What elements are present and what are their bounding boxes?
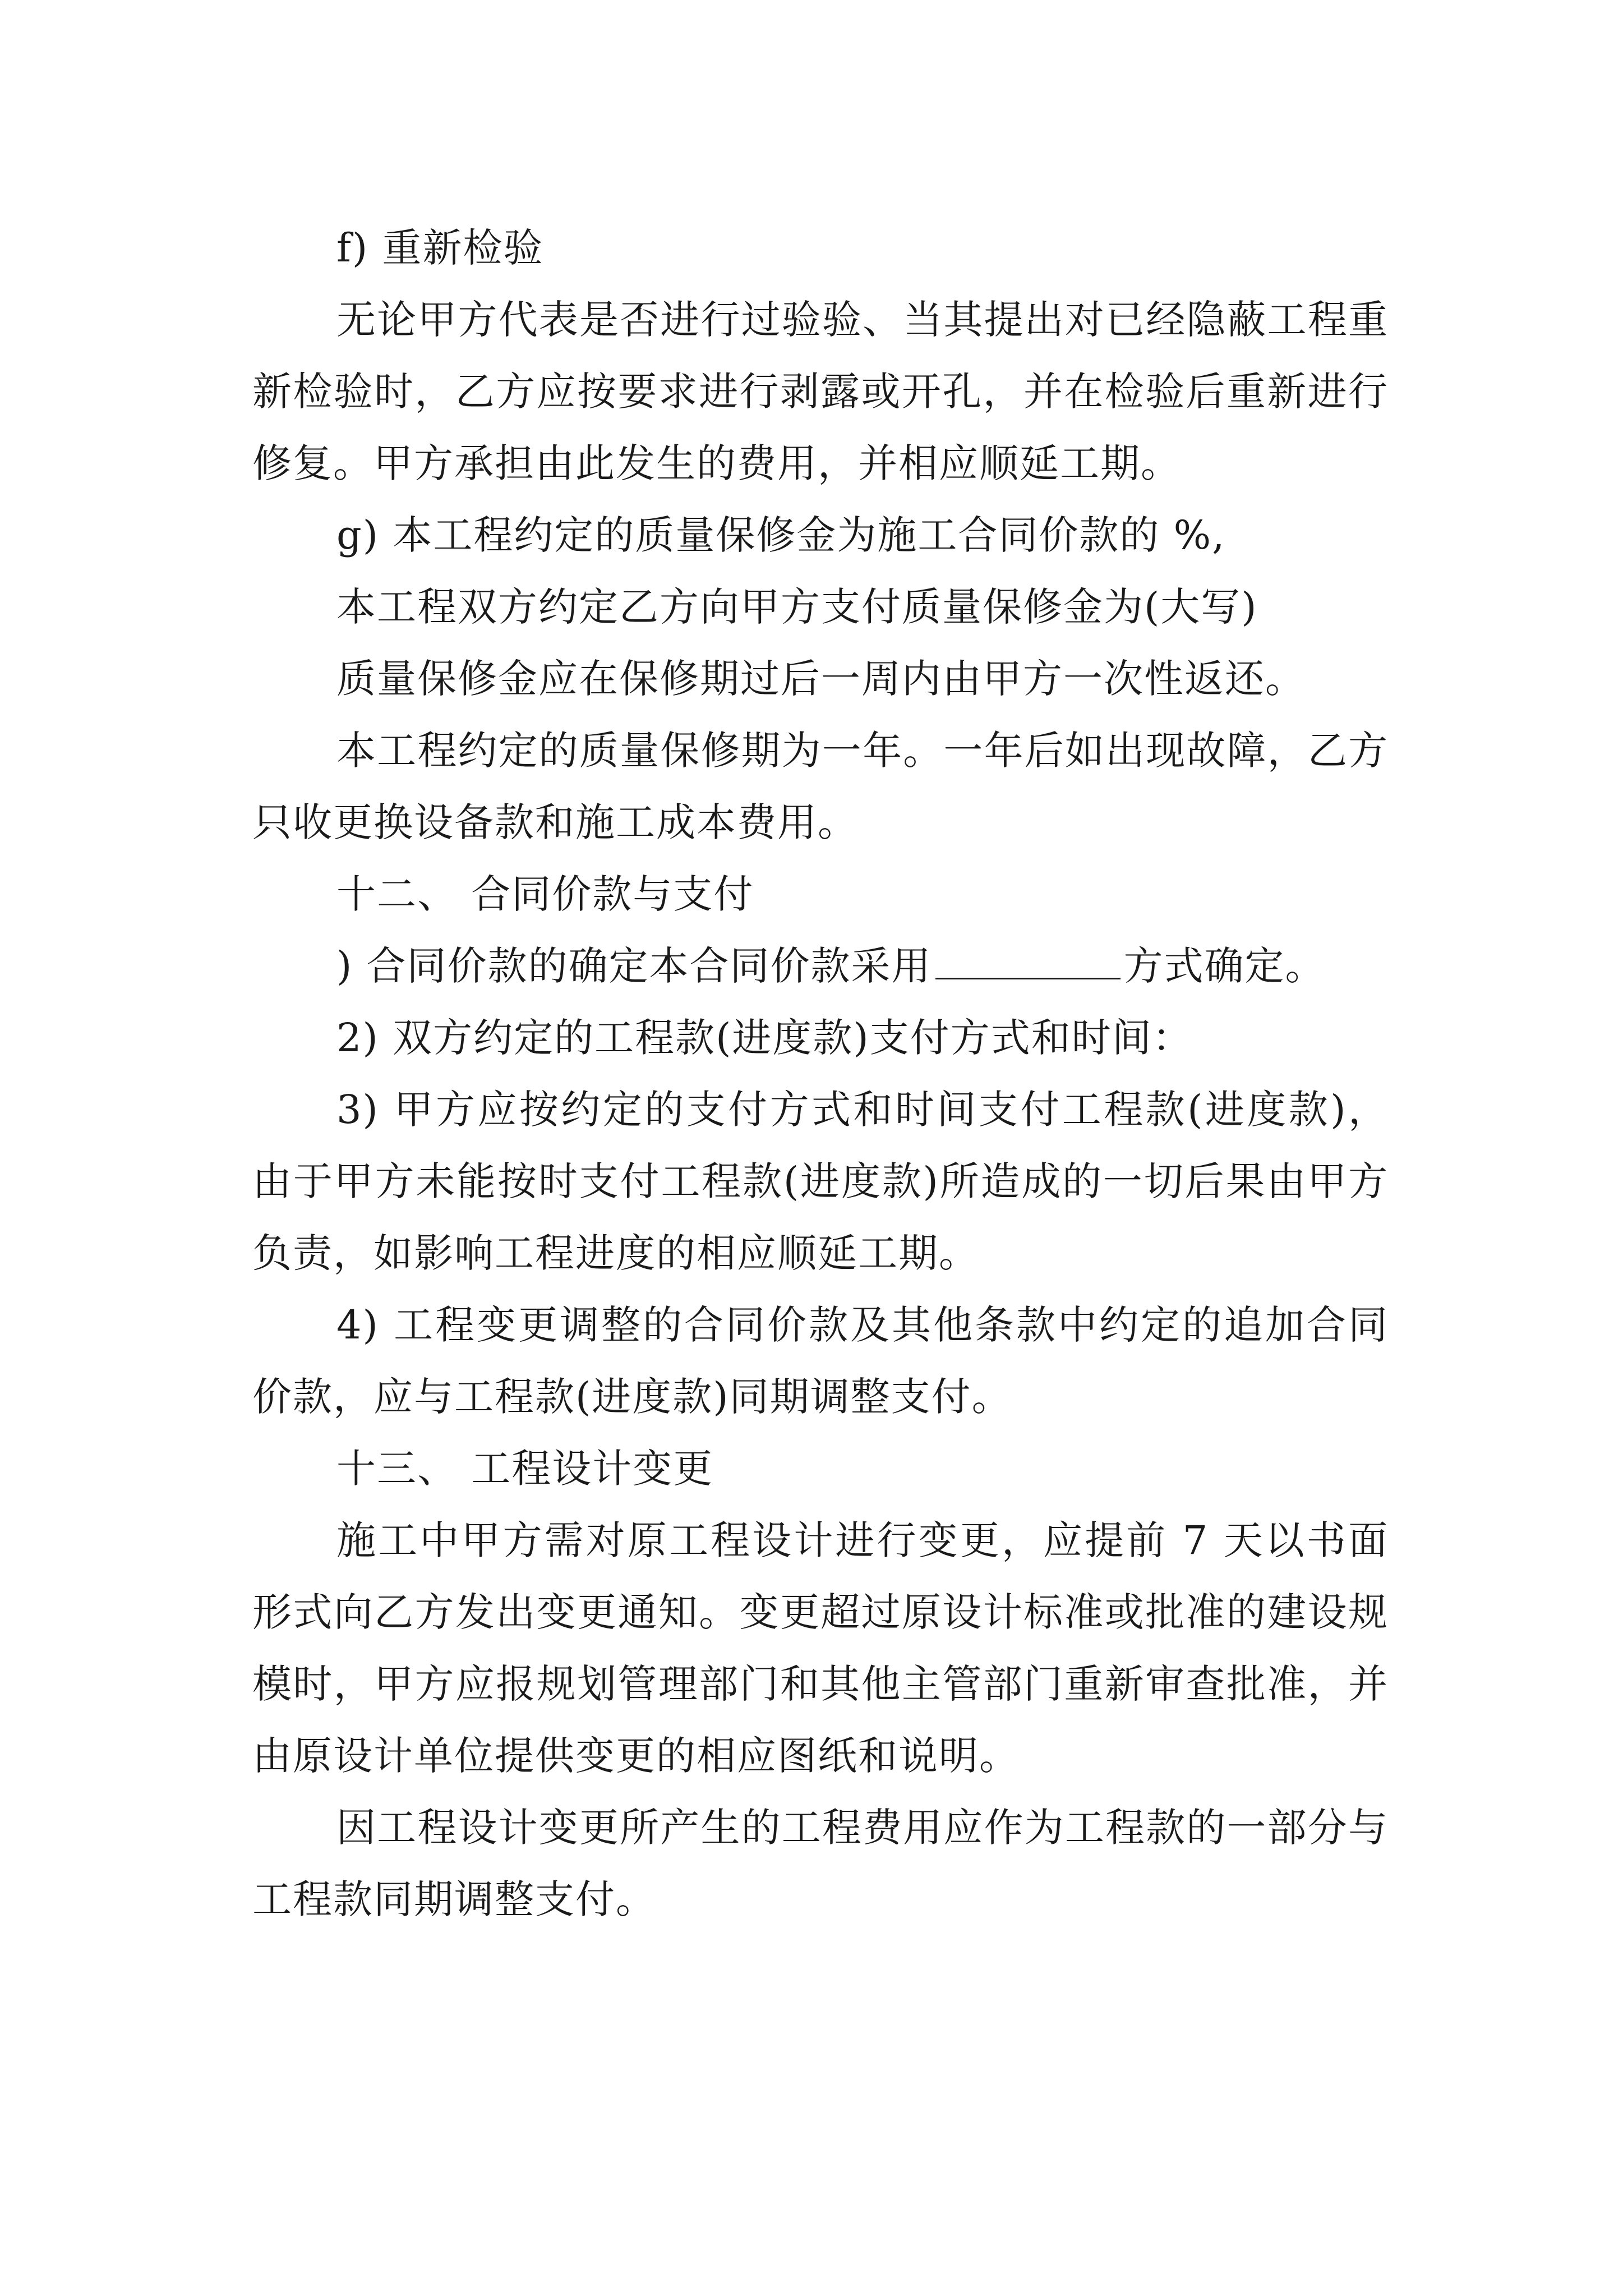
paragraph-payment-schedule: 2) 双方约定的工程款(进度款)支付方式和时间： [336, 1015, 1193, 1061]
paragraph-g-warranty-deposit-rate: g) 本工程约定的质量保修金为施工合同价款的 %, [336, 512, 1226, 558]
contract-price-text-after: 方式确定。 [1123, 943, 1326, 989]
paragraph-warranty-deposit-return: 质量保修金应在保修期过后一周内由甲方一次性返还。 [336, 656, 1306, 702]
fill-in-blank-line [935, 944, 1121, 979]
document-body [252, 212, 1389, 1935]
paragraph-payment-obligation: 3) 甲方应按约定的支付方式和时间支付工程款(进度款)，由于甲方未能按时支付工程款(进度款)所造成的一切后果由甲方负责，如影响工程进度的相应顺延工期。 [252, 1087, 1389, 1276]
paragraph-warranty-period: 本工程约定的质量保修期为一年。一年后如出现故障，乙方只收更换设备款和施工成本费用。 [252, 728, 1389, 845]
paragraph-warranty-deposit-amount: 本工程双方约定乙方向甲方支付质量保修金为(大写) [336, 584, 1258, 630]
section-heading-13: 十三、 工程设计变更 [336, 1446, 714, 1492]
contract-price-text-before: ) 合同价款的确定本合同价款采用 [336, 943, 932, 989]
paragraph-design-change-notice: 施工中甲方需对原工程设计进行变更，应提前 7 天以书面形式向乙方发出变更通知。变更超过原设计标准或批准的建设规模时，甲方应报规划管理部门和其他主管部门重新审查批准，并由原设计单位提供变更的相应图纸和说明。 [252, 1517, 1389, 1779]
paragraph-price-adjustment: 4) 工程变更调整的合同价款及其他条款中约定的追加合同价款，应与工程款(进度款)同期调整支付。 [252, 1302, 1389, 1420]
paragraph-reinspection-terms: 无论甲方代表是否进行过验验、当其提出对已经隐蔽工程重新检验时，乙方应按要求进行剥露或开孔，并在检验后重新进行修复。甲方承担由此发生的费用，并相应顺延工期。 [252, 297, 1389, 486]
heading-f-reinspection: f) 重新检验 [336, 225, 544, 271]
paragraph-design-change-cost: 因工程设计变更所产生的工程费用应作为工程款的一部分与工程款同期调整支付。 [252, 1805, 1389, 1922]
section-heading-12: 十二、 合同价款与支付 [336, 871, 754, 917]
paragraph-contract-price-method [252, 930, 1389, 1002]
